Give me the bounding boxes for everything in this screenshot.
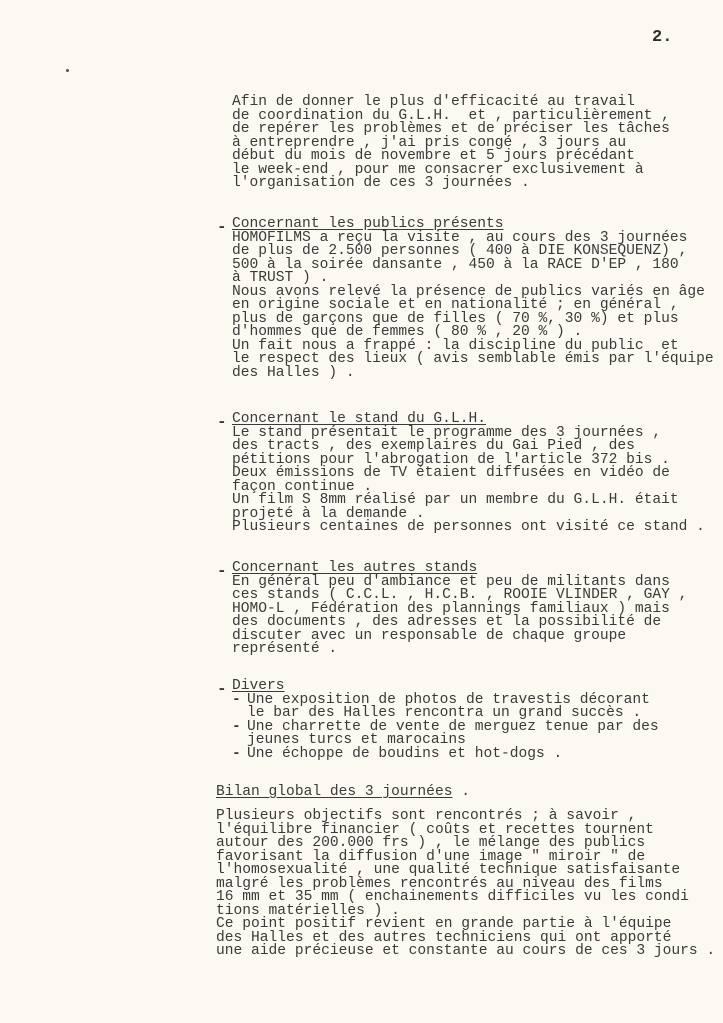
text-line: d'hommes que de femmes ( 80 % , 20 % ) . bbox=[232, 324, 583, 340]
text-line: autour des 200.000 frs ) , le mélange des publics bbox=[216, 835, 646, 851]
text-line: Une exposition de photos de travestis décorant bbox=[247, 691, 650, 708]
bullet-dash: - bbox=[217, 413, 227, 431]
list-item bbox=[232, 718, 722, 748]
text-line: Une échoppe de boudins et hot-dogs . bbox=[247, 745, 563, 762]
text-line: façon continue . bbox=[232, 478, 373, 495]
list-item bbox=[232, 691, 722, 721]
section-publics bbox=[217, 216, 722, 381]
page-number: 2. bbox=[652, 28, 673, 47]
section-heading: Concernant les publics présents bbox=[232, 216, 504, 232]
bullet-dash: - bbox=[217, 680, 227, 698]
section-autres-stands bbox=[217, 560, 722, 657]
bullet-dash: - bbox=[232, 745, 241, 762]
text-line: Un film S 8mm réalisé par un membre du G.L.H. était bbox=[232, 492, 679, 508]
bullet-dash: - bbox=[217, 218, 227, 236]
text-line: en origine sociale et en nationalité ; en général , bbox=[232, 297, 679, 313]
bullet-dash: - bbox=[217, 562, 227, 580]
text-line: des Halles ) . bbox=[232, 364, 355, 381]
summary-heading bbox=[216, 786, 706, 800]
bullet-dash: - bbox=[232, 718, 241, 735]
section-heading: Divers bbox=[232, 678, 285, 694]
text-line: des Halles et des autres techniciens qui ont apporté bbox=[216, 929, 672, 946]
text-line: 16 mm et 35 mm ( enchainements difficiles vu les condi bbox=[216, 889, 689, 905]
text-line: représenté . bbox=[232, 641, 338, 657]
text-line: des documents , des adresses et la possibilité de bbox=[232, 614, 662, 630]
text-line: de plus de 2.500 personnes ( 400 à DIE KONSEQUENZ) , bbox=[232, 243, 688, 259]
text-line: Un fait nous a frappé : la discipline du public et bbox=[232, 337, 679, 354]
list-item bbox=[232, 745, 722, 762]
text-line: tions matérielles ) . bbox=[216, 902, 400, 919]
text-line: discuter avec un responsable de chaque groupe bbox=[232, 627, 627, 644]
text-line: le week-end , pour me consacrer exclusivement à bbox=[232, 161, 644, 178]
text-line: malgré les problèmes rencontrés au niveau des films bbox=[216, 875, 663, 892]
text-line: une aide précieuse et constante au cours de ces 3 jours . bbox=[216, 943, 716, 959]
text-line: le bar des Halles rencontra un grand succès . bbox=[247, 705, 642, 721]
bullet-dash: - bbox=[232, 691, 241, 708]
summary-paragraph bbox=[216, 808, 716, 959]
text-line: l'équilibre financier ( coûts et recettes tournent bbox=[216, 821, 654, 838]
text-line: jeunes turcs et marocains bbox=[247, 732, 466, 748]
text-line: HOMO-L , Fédération des plannings familiaux ) mais bbox=[232, 600, 670, 617]
section-heading: Concernant le stand du G.L.H. bbox=[232, 411, 486, 427]
text-line: Nous avons relevé la présence de publics variés en âge bbox=[232, 283, 705, 300]
text-line: 500 à la soirée dansante , 450 à la RACE D'EP , 180 bbox=[232, 256, 679, 273]
text-line: Le stand présentait le programme des 3 journées , bbox=[232, 424, 662, 441]
text-line: projeté à la demande . bbox=[232, 505, 425, 522]
section-heading: Concernant les autres stands bbox=[232, 560, 478, 576]
text-line: Afin de donner le plus d'efficacité au travail bbox=[232, 94, 635, 110]
text-line: pétitions pour l'abrogation de l'article 372 bis . bbox=[232, 451, 670, 468]
text-line: des tracts , des exemplaires du Gai Pied , des bbox=[232, 438, 635, 454]
text-line: l'homosexualité , une qualité technique satisfaisante bbox=[216, 862, 681, 878]
section-heading: Bilan global des 3 journées bbox=[216, 784, 453, 800]
text-line: plus de garçons que de filles ( 70 %, 30 %) et plus bbox=[232, 310, 679, 327]
text-line: Plusieurs objectifs sont rencontrés ; à savoir , bbox=[216, 808, 637, 824]
text-line: à entreprendre , j'ai pris congé , 3 jours au bbox=[232, 134, 627, 151]
text-line: à TRUST ) . bbox=[232, 270, 329, 286]
paper-speck bbox=[66, 69, 69, 72]
text-line: l'organisation de ces 3 journées . bbox=[232, 175, 530, 191]
text-line: ces stands ( C.C.L. , H.C.B. , ROOIE VLINDER , GAY , bbox=[232, 587, 688, 603]
intro-paragraph bbox=[232, 96, 722, 191]
text-line: Ce point positif revient en grande partie à l'équipe bbox=[216, 916, 672, 932]
text-line: de repérer les problèmes et de préciser les tâches bbox=[232, 121, 670, 137]
text-line: Deux émissions de TV étaient diffusées en vidéo de bbox=[232, 465, 670, 481]
text-line: favorisant la diffusion d'une image " miroir " de bbox=[216, 848, 646, 865]
section-divers bbox=[217, 678, 722, 762]
text-line: En général peu d'ambiance et peu de militants dans bbox=[232, 573, 670, 590]
text-line: Une charrette de vente de merguez tenue par des bbox=[247, 718, 659, 735]
section-stand-glh bbox=[217, 411, 722, 535]
text-line: début du mois de novembre et 5 jours précédant bbox=[232, 148, 635, 164]
text-line: le respect des lieux ( avis semblable émis par l'équipe bbox=[232, 351, 714, 367]
text-line: de coordination du G.L.H. et , particulièrement , bbox=[232, 107, 670, 124]
heading-suffix: . bbox=[452, 784, 470, 800]
text-line: Plusieurs centaines de personnes ont visité ce stand . bbox=[232, 519, 705, 535]
text-line: HOMOFILMS a reçu la visite , au cours des 3 journées bbox=[232, 229, 688, 246]
